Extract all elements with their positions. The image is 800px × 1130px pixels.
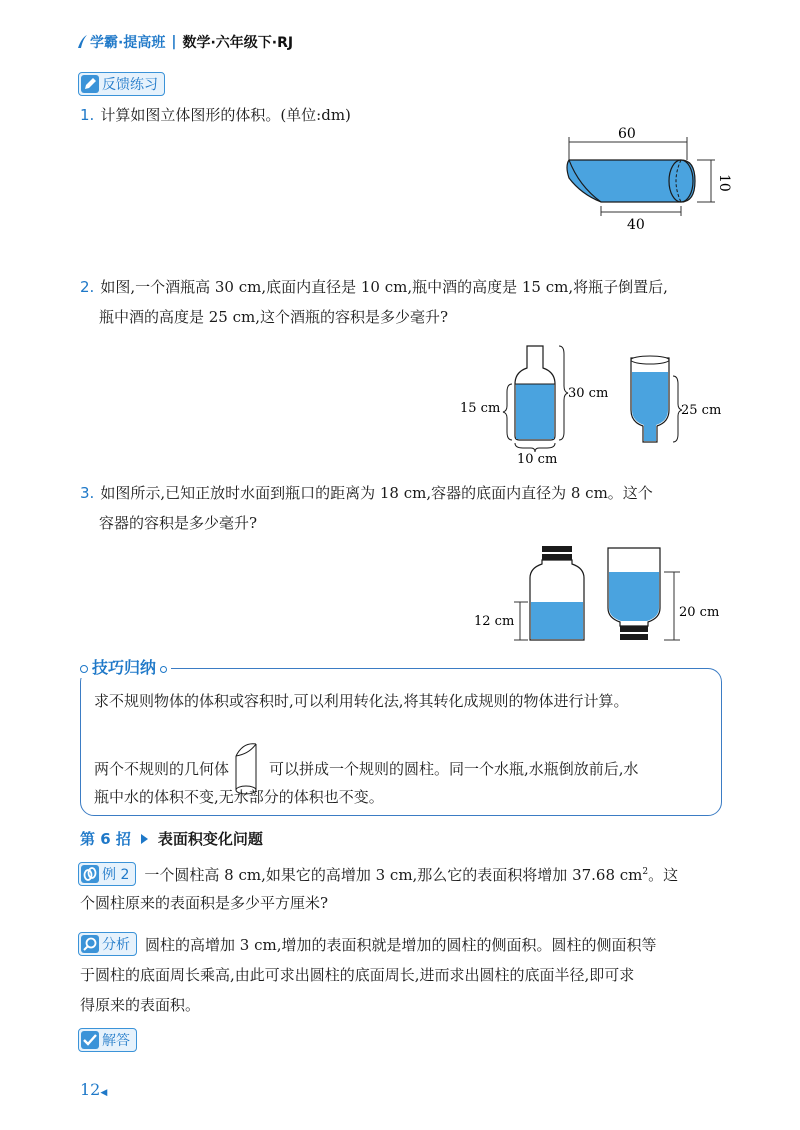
q3-inverted-height: 20 cm bbox=[679, 605, 720, 620]
analysis-line1: 圆柱的高增加 3 cm,增加的表面积就是增加的圆柱的侧面积。圆柱的侧面积等 bbox=[145, 935, 657, 954]
brand-text: 学霸·提高班 bbox=[90, 35, 166, 51]
header-subject: 数学·六年级下·RJ bbox=[182, 35, 294, 51]
analysis-tag-label: 分析 bbox=[102, 937, 130, 953]
page-arrow-icon: ◀ bbox=[100, 1088, 108, 1098]
q1-top-length: 60 bbox=[618, 126, 636, 142]
q2-left-brace bbox=[503, 384, 512, 440]
q3-inverted-cap-band-2 bbox=[620, 634, 648, 640]
tips-dot-icon-right bbox=[160, 666, 167, 673]
q3-cap-band-2 bbox=[542, 554, 572, 560]
q3-inverted-cap-band-1 bbox=[620, 626, 648, 632]
question-2 bbox=[80, 272, 740, 332]
analysis-line3: 得原来的表面积。 bbox=[80, 996, 201, 1014]
example-line1-pre: 一个圆柱高 8 cm,如果它的高增加 3 cm,那么它的表面积将增加 37.68 cm bbox=[144, 865, 643, 884]
q1-figure bbox=[555, 126, 730, 236]
question-3-line1: 如图所示,已知正放时水面到瓶口的距离为 18 cm,容器的底面内直径为 8 cm。这个 bbox=[100, 484, 653, 502]
answer-tag-label: 解答 bbox=[102, 1033, 130, 1049]
q2-inverted-top-ellipse bbox=[631, 356, 669, 364]
link-icon bbox=[81, 865, 99, 883]
q2-inverted-wine bbox=[632, 372, 668, 441]
q2-bottom-brace bbox=[515, 443, 555, 452]
example-line1-sup: 2 bbox=[642, 866, 649, 877]
q3-upright-water bbox=[531, 602, 583, 639]
q3-inverted-water bbox=[609, 572, 659, 621]
question-1 bbox=[80, 100, 351, 130]
q3-cap-band-1 bbox=[542, 546, 572, 552]
example-tag-label: 例 2 bbox=[102, 867, 130, 883]
brand-logo-icon bbox=[76, 34, 88, 50]
q2-inverted-height: 25 cm bbox=[681, 403, 722, 418]
q2-figure bbox=[455, 342, 735, 466]
triangle-right-icon bbox=[141, 834, 148, 844]
answer-tag bbox=[78, 1028, 137, 1052]
tips-line2a: 两个不规则的几何体 bbox=[94, 759, 230, 778]
q3-figure bbox=[470, 540, 730, 652]
q2-bottle-height: 30 cm bbox=[568, 386, 609, 401]
analysis-line2: 于圆柱的底面周长乘高,由此可求出圆柱的底面周长,进而求出圆柱的底面半径,即可求 bbox=[80, 966, 635, 984]
question-3 bbox=[80, 478, 740, 538]
question-3-line2: 容器的容积是多少毫升? bbox=[99, 514, 258, 532]
page-header bbox=[76, 32, 293, 52]
question-2-number: 2. bbox=[80, 278, 95, 296]
section-6-heading bbox=[80, 828, 263, 849]
pencil-icon bbox=[81, 75, 99, 93]
page-number-text: 12 bbox=[80, 1080, 101, 1099]
q2-upright-wine bbox=[516, 384, 554, 439]
q2-right-brace bbox=[559, 346, 568, 440]
example-line1 bbox=[144, 864, 678, 885]
question-3-number: 3. bbox=[80, 484, 95, 502]
tips-title bbox=[80, 655, 171, 678]
brand bbox=[76, 32, 165, 52]
example-line1-post: 。这 bbox=[648, 865, 679, 884]
example-2 bbox=[78, 862, 678, 886]
example-line2: 个圆柱原来的表面积是多少平方厘米? bbox=[80, 894, 329, 912]
page-number bbox=[80, 1080, 107, 1099]
question-2-line1: 如图,一个酒瓶高 30 cm,底面内直径是 10 cm,瓶中酒的高度是 15 cm,将瓶子倒置后, bbox=[100, 278, 668, 296]
q1-right-face bbox=[669, 160, 693, 202]
tips-title-text: 技巧归纳 bbox=[92, 658, 157, 677]
q2-diameter: 10 cm bbox=[517, 452, 558, 467]
tips-line3: 瓶中水的体积不变,无水部分的体积也不变。 bbox=[94, 788, 384, 806]
magnifier-icon bbox=[81, 935, 99, 953]
tips-dot-icon bbox=[80, 665, 88, 673]
question-1-text: 计算如图立体图形的体积。(单位:dm) bbox=[100, 106, 351, 124]
analysis bbox=[78, 932, 656, 956]
question-2-line2: 瓶中酒的高度是 25 cm,这个酒瓶的容积是多少毫升? bbox=[99, 308, 449, 326]
q2-wine-height: 15 cm bbox=[460, 401, 501, 416]
feedback-tag-label: 反馈练习 bbox=[102, 77, 158, 93]
feedback-tag bbox=[78, 72, 165, 96]
section-6-label: 第 6 招 bbox=[80, 830, 131, 848]
q1-height: 10 bbox=[716, 174, 732, 192]
tips-line1: 求不规则物体的体积或容积时,可以利用转化法,将其转化成规则的物体进行计算。 bbox=[94, 692, 629, 710]
analysis-tag bbox=[78, 932, 137, 956]
section-6-title: 表面积变化问题 bbox=[157, 830, 263, 848]
q3-water-height: 12 cm bbox=[474, 614, 515, 629]
question-1-number: 1. bbox=[80, 106, 95, 124]
header-separator: | bbox=[171, 34, 177, 50]
q1-bottom-length: 40 bbox=[627, 217, 645, 233]
example-tag bbox=[78, 862, 136, 886]
checkmark-icon bbox=[81, 1031, 99, 1049]
tips-line2b: 可以拼成一个规则的圆柱。同一个水瓶,水瓶倒放前后,水 bbox=[269, 759, 639, 778]
